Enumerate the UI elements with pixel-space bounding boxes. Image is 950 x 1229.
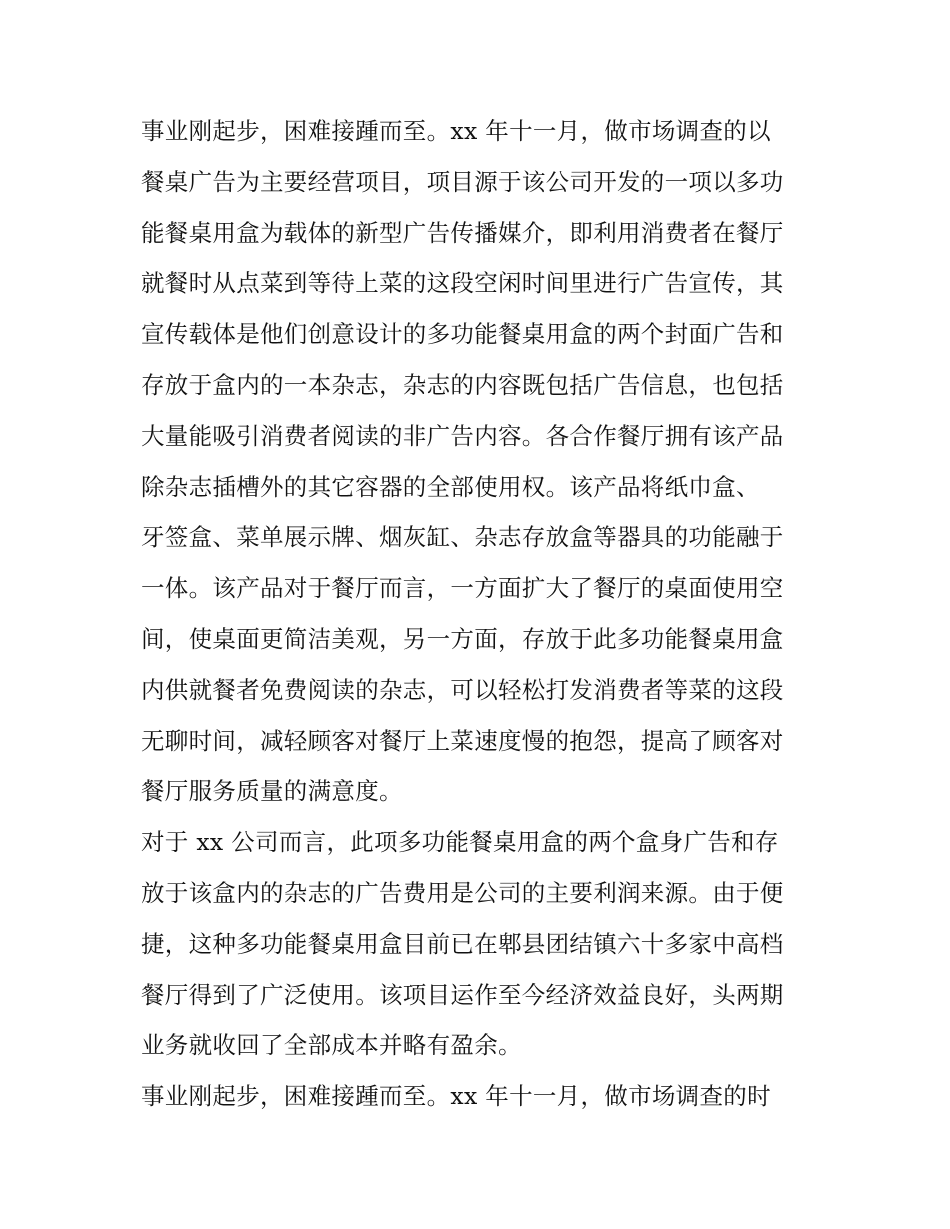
text-line: 间，使桌面更简洁美观，另一方面，存放于此多功能餐桌用盒 (141, 624, 784, 653)
text-line: 无聊时间，减轻顾客对餐厅上菜速度慢的抱怨，提高了顾客对 (141, 726, 784, 755)
text-line: 餐厅得到了广泛使用。该项目运作至今经济效益良好，头两期 (141, 980, 784, 1009)
text-line: 捷，这种多功能餐桌用盒目前已在郫县团结镇六十多家中高档 (141, 929, 784, 958)
body-text (141, 106, 821, 1122)
text-line: 宣传载体是他们创意设计的多功能餐桌用盒的两个封面广告和 (141, 320, 784, 349)
text-line: 放于该盒内的杂志的广告费用是公司的主要利润来源。由于便 (141, 878, 784, 907)
text-line: 除杂志插槽外的其它容器的全部使用权。该产品将纸巾盒、 (141, 472, 760, 501)
text-line: 存放于盒内的一本杂志，杂志的内容既包括广告信息，也包括 (141, 370, 784, 399)
text-line: 餐桌广告为主要经营项目，项目源于该公司开发的一项以多功 (141, 167, 784, 196)
text-line: 牙签盒、菜单展示牌、烟灰缸、杂志存放盒等器具的功能融于 (141, 523, 784, 552)
text-line: 内供就餐者免费阅读的杂志，可以轻松打发消费者等菜的这段 (141, 675, 784, 704)
text-line: 事业刚起步，困难接踵而至。xx 年十一月，做市场调查的以 (141, 117, 771, 145)
text-line: 大量能吸引消费者阅读的非广告内容。各合作餐厅拥有该产品 (141, 421, 784, 450)
text-line: 业务就收回了全部成本并略有盈余。 (141, 1031, 522, 1060)
text-line: 能餐桌用盒为载体的新型广告传播媒介，即利用消费者在餐厅 (141, 218, 784, 247)
text-line: 一体。该产品对于餐厅而言，一方面扩大了餐厅的桌面使用空 (141, 574, 784, 603)
text-line: 餐厅服务质量的满意度。 (141, 777, 403, 806)
text-line: 事业刚起步，困难接踵而至。xx 年十一月，做市场调查的时 (141, 1082, 771, 1111)
text-line: 就餐时从点菜到等待上菜的这段空闲时间里进行广告宣传，其 (141, 269, 784, 298)
text-line: 对于 xx 公司而言，此项多功能餐桌用盒的两个盒身广告和存 (141, 828, 779, 857)
